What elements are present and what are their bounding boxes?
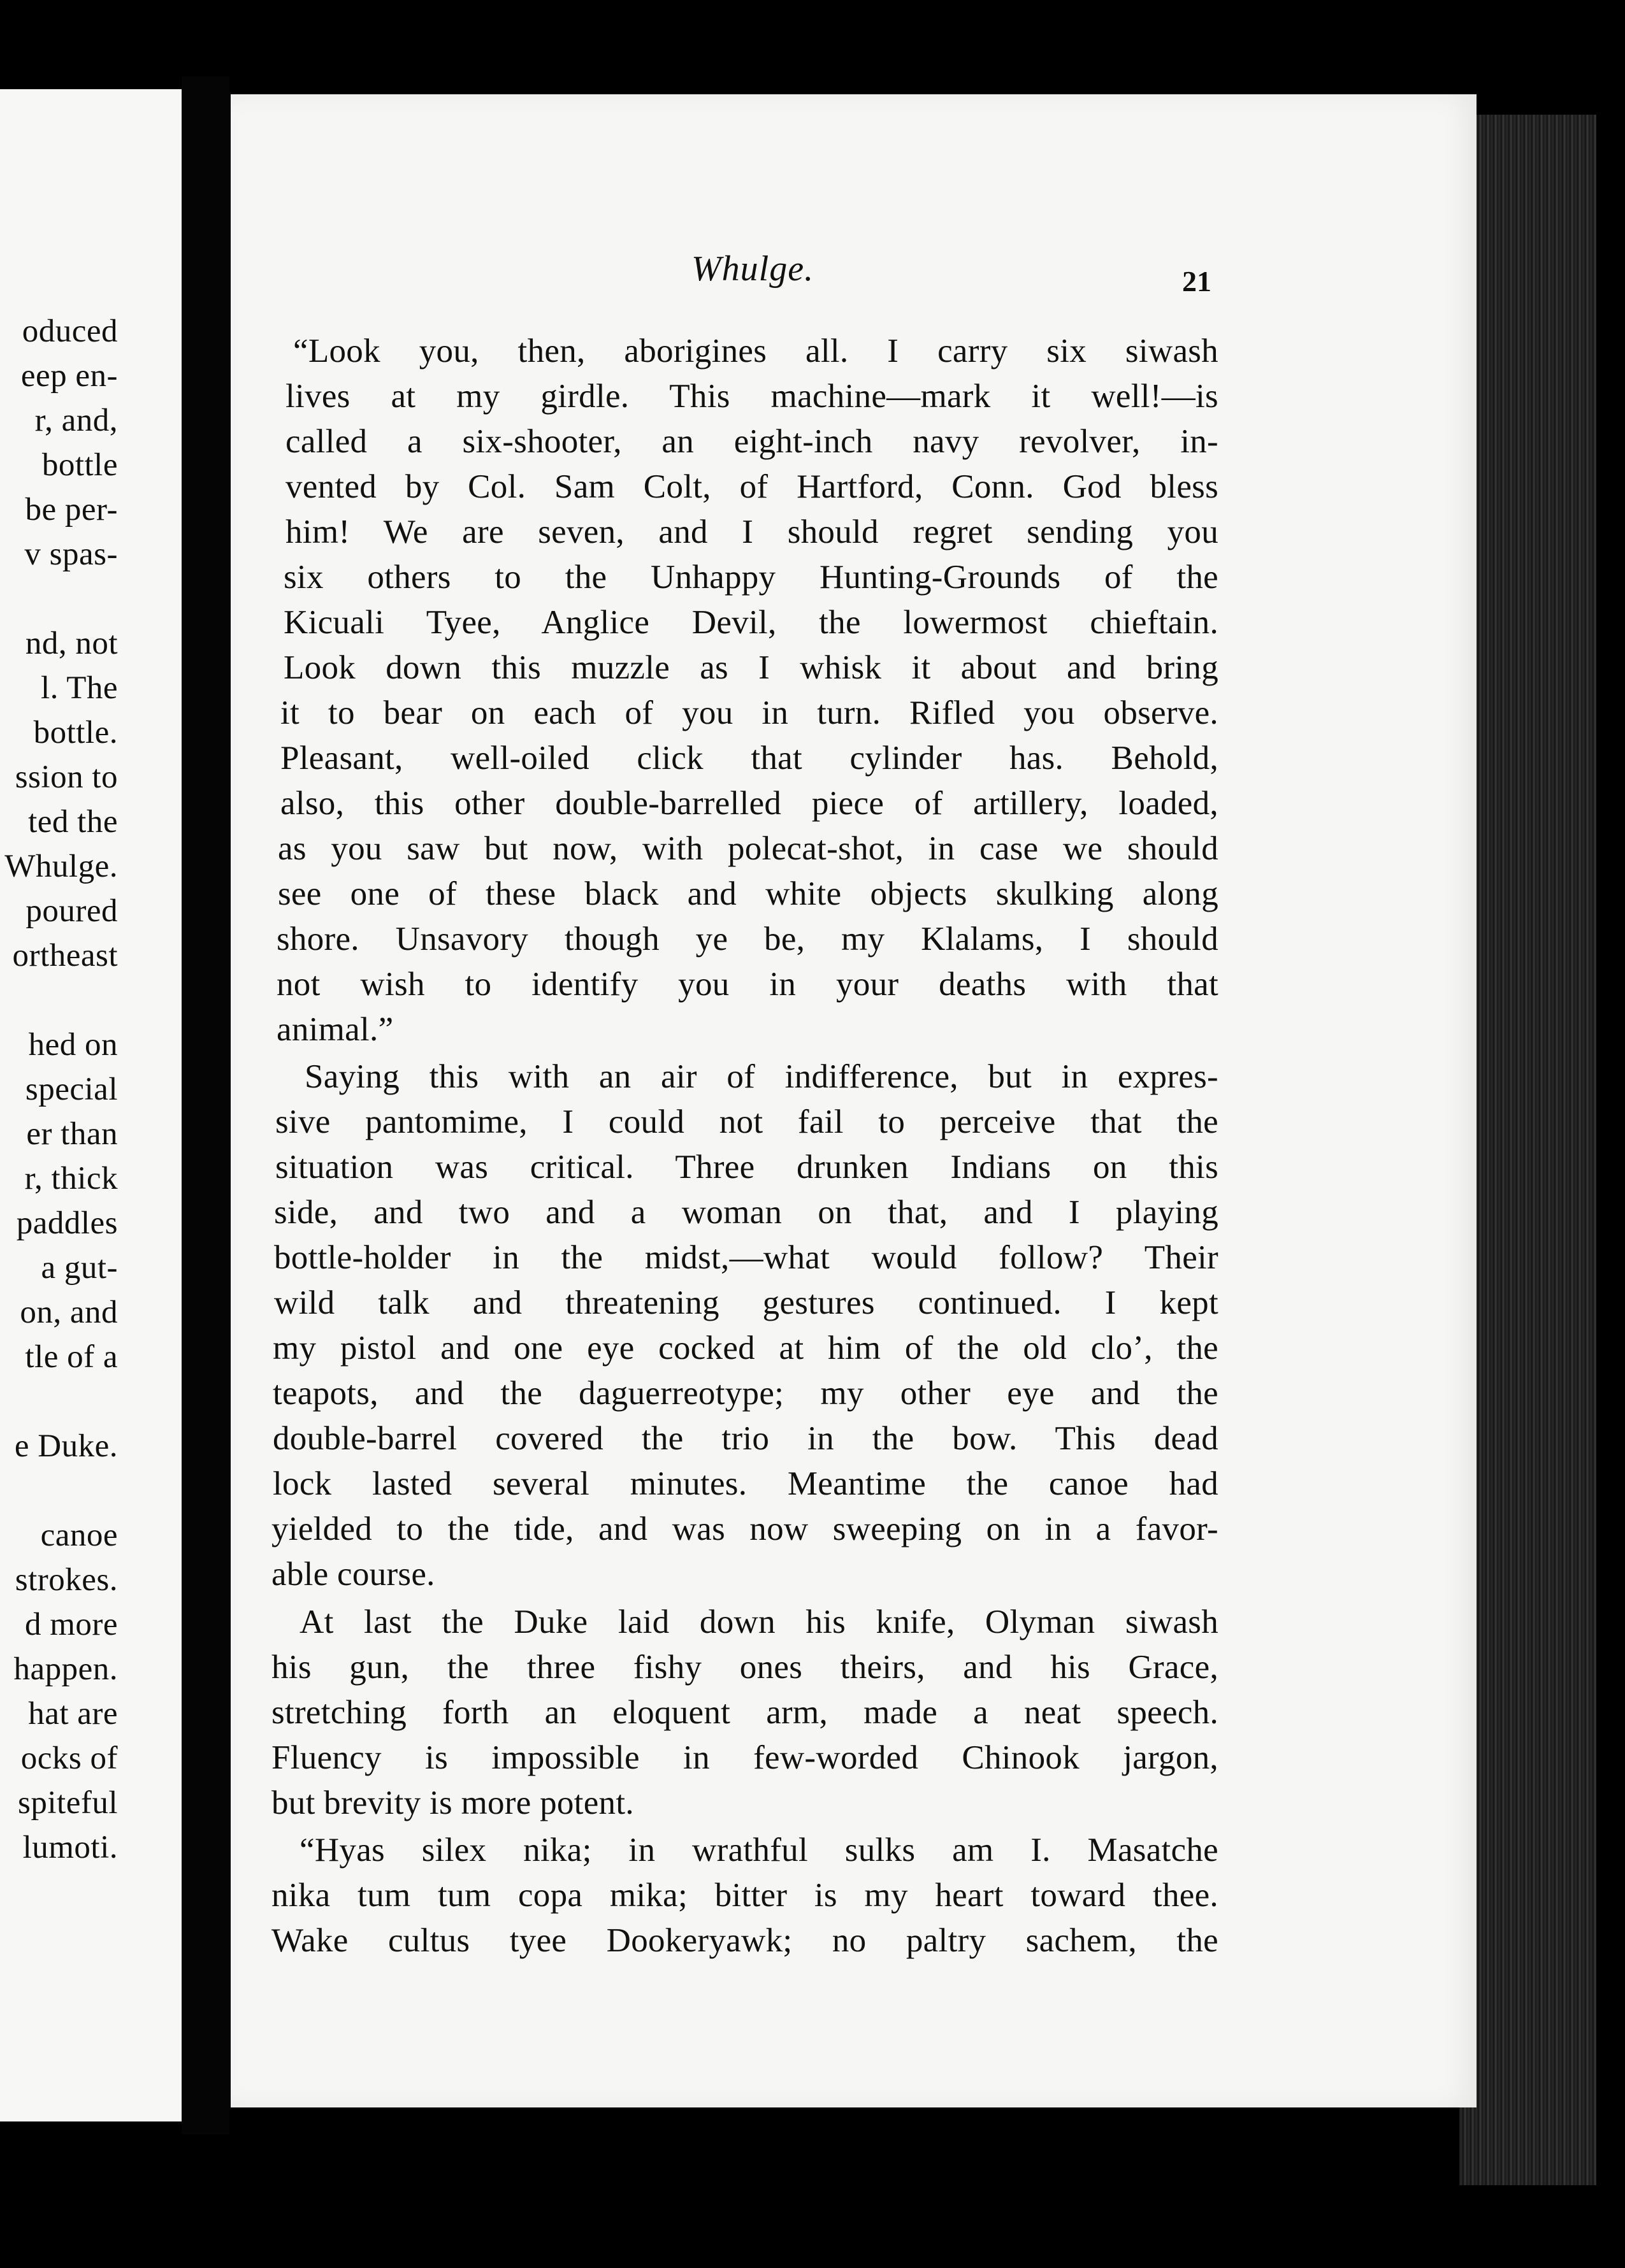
text-line: nika tum tum copa mika; bitter is my heart toward thee. bbox=[271, 1879, 1218, 1914]
facing-page-line: poured bbox=[25, 893, 118, 929]
page-number: 21 bbox=[1182, 265, 1211, 298]
facing-page-line: spiteful bbox=[18, 1785, 118, 1821]
text-line: as you saw but now, with polecat-shot, in case we should bbox=[278, 832, 1218, 867]
facing-page-line: on, and bbox=[20, 1295, 118, 1330]
text-line: teapots, and the daguerreotype; my other eye and the bbox=[273, 1377, 1218, 1412]
facing-page-line: ocks of bbox=[20, 1740, 118, 1776]
text-line: six others to the Unhappy Hunting-Grounds of the bbox=[284, 561, 1218, 596]
text-line: wild talk and threatening gestures continued. I kept bbox=[274, 1286, 1218, 1321]
facing-page-line: a gut- bbox=[41, 1250, 118, 1286]
facing-page-line: paddles bbox=[16, 1205, 118, 1241]
facing-page-line: d more bbox=[24, 1607, 118, 1642]
facing-page-line: lumoti. bbox=[22, 1830, 118, 1865]
facing-page-line: be per- bbox=[25, 492, 118, 528]
text-line: lock lasted several minutes. Meantime the canoe had bbox=[273, 1467, 1218, 1502]
text-line: animal.” bbox=[277, 1013, 394, 1048]
facing-page-line: r, thick bbox=[24, 1161, 118, 1196]
text-line: but brevity is more potent. bbox=[271, 1786, 634, 1821]
facing-page-line: eep en- bbox=[20, 358, 118, 394]
text-line: double-barrel covered the trio in the bow. This dead bbox=[273, 1422, 1218, 1457]
facing-page-line: hat are bbox=[28, 1696, 118, 1732]
text-line: Saying this with an air of indifference, but in expres- bbox=[305, 1060, 1218, 1095]
facing-page-line: e Duke. bbox=[14, 1428, 118, 1464]
facing-page-line: r, and, bbox=[34, 403, 118, 438]
text-line: Look down this muzzle as I whisk it about and bring bbox=[284, 651, 1218, 686]
text-line: situation was critical. Three drunken Indians on this bbox=[275, 1151, 1218, 1186]
page-edges bbox=[1459, 115, 1596, 2185]
facing-page-line: nd, not bbox=[25, 626, 118, 661]
facing-page-line: tle of a bbox=[25, 1339, 118, 1375]
text-line: Kicuali Tyee, Anglice Devil, the lowermost chieftain. bbox=[284, 606, 1218, 641]
running-head: Whulge. bbox=[691, 249, 814, 289]
text-line: shore. Unsavory though ye be, my Klalams, I should bbox=[277, 922, 1218, 958]
text-line: able course. bbox=[271, 1558, 435, 1593]
text-line: Wake cultus tyee Dookeryawk; no paltry sachem, the bbox=[271, 1924, 1218, 1959]
facing-page-line: special bbox=[25, 1072, 118, 1107]
facing-page-line: er than bbox=[26, 1116, 118, 1152]
facing-page-line: canoe bbox=[40, 1518, 118, 1553]
text-line: called a six-shooter, an eight-inch navy revolver, in- bbox=[285, 425, 1218, 460]
facing-page-line: l. The bbox=[40, 670, 118, 706]
facing-page-line: bottle. bbox=[33, 715, 118, 750]
text-line: At last the Duke laid down his knife, Olyman siwash bbox=[300, 1605, 1218, 1640]
text-line: “Look you, then, aborigines all. I carry six siwash bbox=[293, 334, 1218, 370]
facing-page-line: happen. bbox=[13, 1651, 118, 1687]
facing-page bbox=[0, 89, 182, 2121]
facing-page-line: bottle bbox=[41, 447, 118, 483]
text-line: stretching forth an eloquent arm, made a neat speech. bbox=[271, 1696, 1218, 1731]
book-gutter bbox=[182, 76, 229, 2134]
facing-page-line: ssion to bbox=[15, 759, 118, 795]
facing-page-line: ted the bbox=[28, 804, 118, 840]
text-line: his gun, the three fishy ones theirs, and his Grace, bbox=[271, 1651, 1218, 1686]
facing-page-line: v spas- bbox=[24, 536, 118, 572]
text-line: see one of these black and white objects skulking along bbox=[278, 877, 1218, 912]
text-line: him! We are seven, and I should regret sending you bbox=[285, 515, 1218, 550]
text-line: Fluency is impossible in few-worded Chinook jargon, bbox=[271, 1741, 1218, 1776]
facing-page-line: Whulge. bbox=[4, 849, 118, 884]
text-line: sive pantomime, I could not fail to perceive that the bbox=[275, 1105, 1218, 1140]
facing-page-line: strokes. bbox=[15, 1562, 118, 1598]
text-line: it to bear on each of you in turn. Rifled you observe. bbox=[280, 696, 1218, 731]
text-line: also, this other double-barrelled piece of artillery, loaded, bbox=[280, 787, 1218, 822]
text-line: side, and two and a woman on that, and I playing bbox=[274, 1196, 1218, 1231]
text-line: bottle-holder in the midst,—what would follow? Their bbox=[274, 1241, 1218, 1276]
text-line: Pleasant, well-oiled click that cylinder has. Behold, bbox=[280, 742, 1218, 777]
text-line: not wish to identify you in your deaths with that bbox=[277, 968, 1218, 1003]
text-line: lives at my girdle. This machine—mark it well!—is bbox=[285, 380, 1218, 415]
facing-page-line: hed on bbox=[28, 1027, 118, 1063]
text-line: my pistol and one eye cocked at him of the old clo’, the bbox=[273, 1331, 1218, 1367]
text-line: vented by Col. Sam Colt, of Hartford, Conn. God bless bbox=[285, 470, 1218, 505]
text-line: yielded to the tide, and was now sweeping on in a favor- bbox=[271, 1512, 1218, 1547]
facing-page-line: ortheast bbox=[12, 938, 118, 973]
facing-page-line: oduced bbox=[22, 313, 118, 349]
text-line: “Hyas silex nika; in wrathful sulks am I. Masatche bbox=[300, 1834, 1218, 1869]
